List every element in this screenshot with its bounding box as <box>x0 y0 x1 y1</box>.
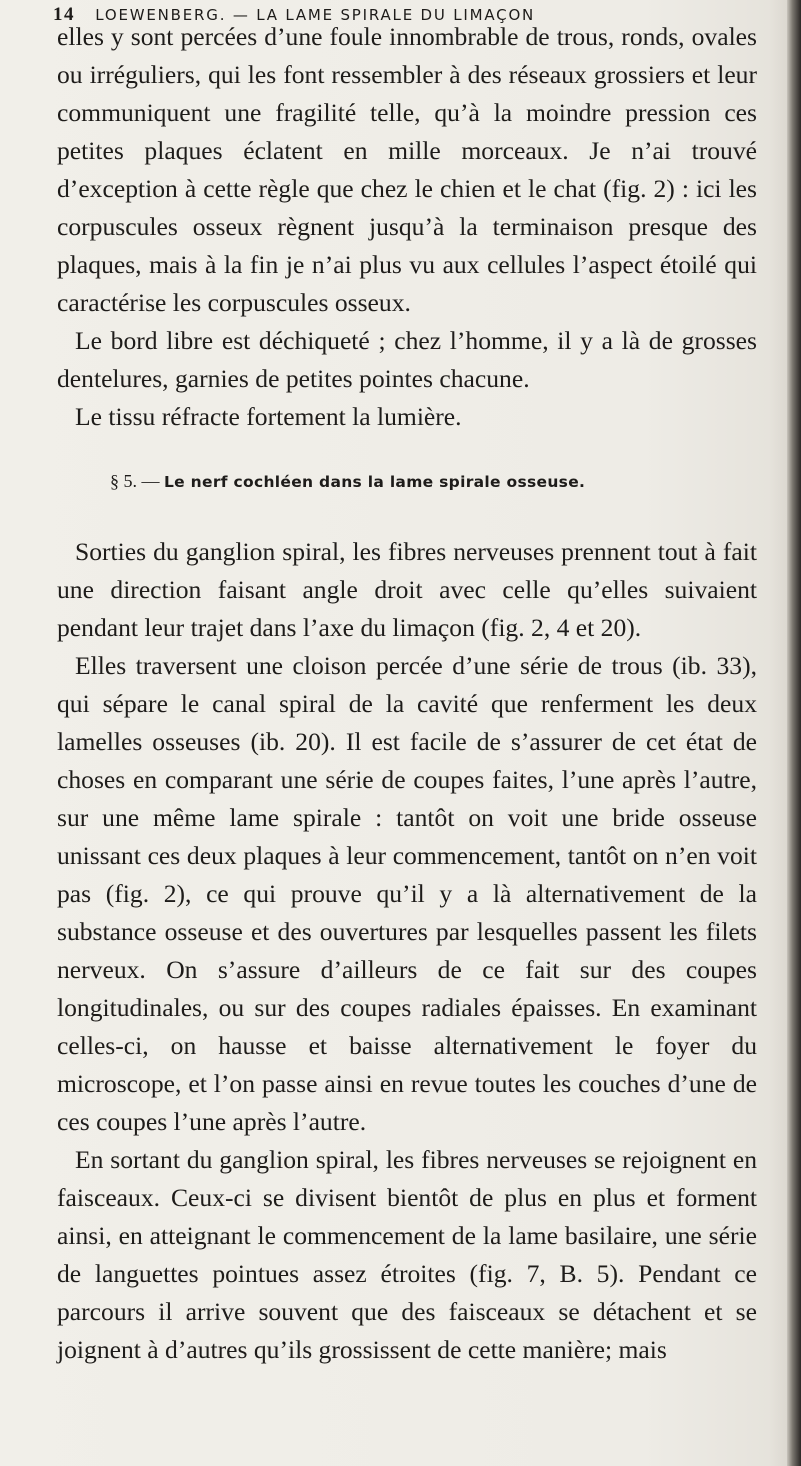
paragraph-1: elles y sont percées d’une foule innombrable de trous, ronds, ovales ou irréguliers, qui les font ressembler à des réseaux grossiers et leur communiquent une fragilité telle, qu’à la moindre pression ces petites plaques éclatent en mille morceaux. Je n’ai trouvé d’exception à cette règle que chez le chien et le chat (fig. 2) : ici les corpuscules osseux règnent jusqu’à la terminaison presque des plaques, mais à la fin je n’ai plus vu aux cellules l’aspect étoilé qui caractérise les corpuscules osseux. <box>57 22 757 317</box>
section-number: § 5. — <box>110 471 160 491</box>
section-heading <box>57 466 757 497</box>
page-number: 14 <box>53 4 75 25</box>
paragraph-4: Sorties du ganglion spiral, les fibres nerveuses prennent tout à fait une direction faisant angle droit avec celle qu’elles suivaient pendant leur trajet dans l’axe du limaçon (fig. 2, 4 et 20). <box>57 537 757 642</box>
section-title: Le nerf cochléen dans la lame spirale osseuse. <box>164 473 586 491</box>
running-head-title: LOEWENBERG. — LA LAME SPIRALE DU LIMAÇON <box>95 6 536 24</box>
body-text <box>57 18 757 1369</box>
page-binding-edge <box>787 0 801 1466</box>
paragraph-2: Le bord libre est déchiqueté ; chez l’homme, il y a là de grosses dentelures, garnies de petites pointes chacune. <box>57 326 757 393</box>
paragraph-6: En sortant du ganglion spiral, les fibres nerveuses se rejoignent en faisceaux. Ceux-ci se divisent bientôt de plus en plus et forment ainsi, en atteignant le commencement de la lame basilaire, une série de languettes pointues assez étroites (fig. 7, B. 5). Pendant ce parcours il arrive souvent que des faisceaux se détachent et se joignent à d’autres qu’ils grossissent de cette manière; mais <box>57 1145 757 1364</box>
paragraph-3: Le tissu réfracte fortement la lumière. <box>75 402 462 431</box>
paragraph-5: Elles traversent une cloison percée d’une série de trous (ib. 33), qui sépare le canal spiral de la cavité que renferment les deux lamelles osseuses (ib. 20). Il est facile de s’assurer de cet état de choses en comparant une série de coupes faites, l’une après l’autre, sur une même lame spirale : tantôt on voit une bride osseuse unissant ces deux plaques à leur commencement, tantôt on n’en voit pas (fig. 2), ce qui prouve qu’il y a là alternativement de la substance osseuse et des ouvertures par lesquelles passent les filets nerveux. On s’assure d’ailleurs de ce fait sur des coupes longitudinales, ou sur des coupes radiales épaisses. En examinant celles-ci, on hausse et baisse alternativement le foyer du microscope, et l’on passe ainsi en revue toutes les couches d’une de ces coupes l’une après l’autre. <box>57 651 757 1136</box>
